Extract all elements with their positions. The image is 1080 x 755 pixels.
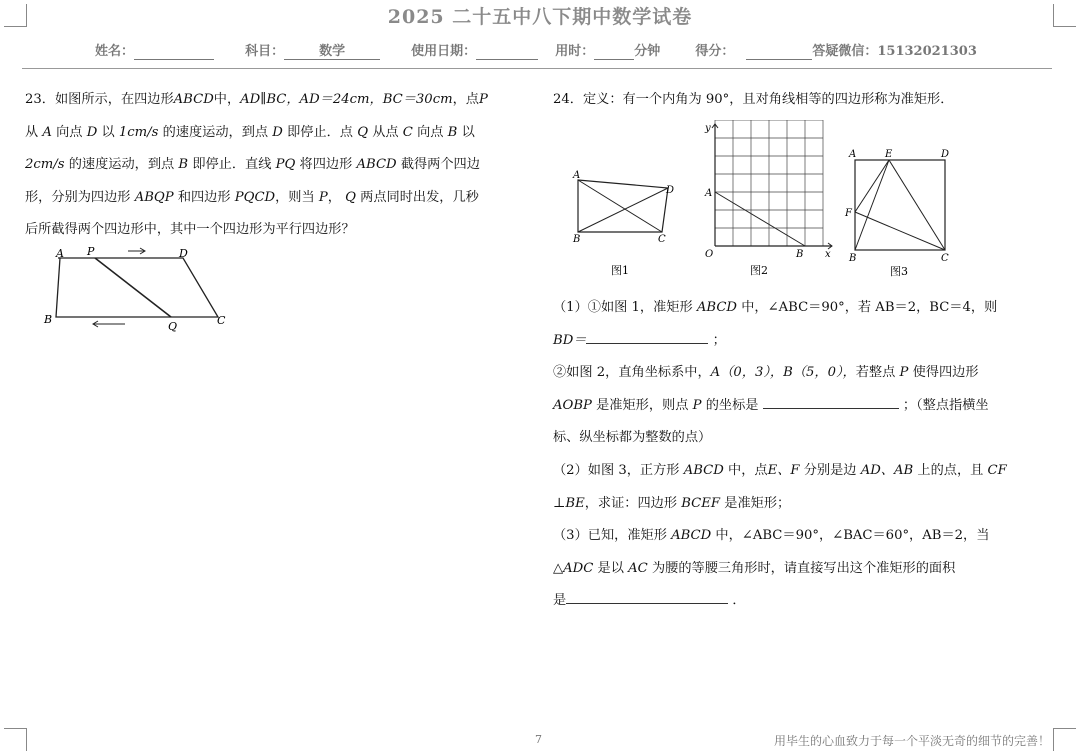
wechat-number: 15132021303 [877, 44, 977, 59]
answer-blank-p-coordinates[interactable] [763, 395, 899, 409]
question-24-definition [553, 84, 1058, 114]
q24-text: 中，∠ABC＝90°，∠BAC＝60°，AB＝2，当 [715, 528, 990, 544]
q24-part-1-2 [553, 357, 1058, 390]
q23-text: 以 [461, 124, 475, 140]
q24-text: 是 [553, 593, 567, 609]
q24-fig2-label-a: A [705, 188, 713, 199]
q24-text: 的坐标是 [705, 397, 759, 413]
q23-text: 两点同时出发，几秒 [360, 189, 479, 205]
q23-text: ，点 [452, 92, 479, 107]
q24-figure-2 [700, 120, 840, 280]
q24-part-2 [553, 455, 1058, 488]
q23-point-d: D [86, 124, 98, 140]
q24-quad-bcef: BCEF [681, 495, 721, 511]
q23-point-b: B [447, 124, 458, 140]
q24-fig3-label-c: C [941, 253, 949, 264]
subject-value: 数学 [284, 40, 380, 60]
q24-fig1-diagonal-bd [578, 188, 668, 232]
q23-point-p: P [318, 189, 328, 205]
exam-title: 2025 二十五中八下期中数学试卷 [387, 6, 693, 28]
q24-text: （3）已知，准矩形 [553, 528, 667, 544]
q23-point-b: B [178, 157, 189, 173]
q24-fig3-segment-ec [889, 160, 945, 250]
q23-text: 向点 [56, 124, 83, 140]
q24-text: 使得四边形 [912, 365, 979, 381]
q23-quad-abqp: ABQP [134, 189, 174, 205]
q24-fig3-caption: 图3 [890, 265, 908, 278]
q24-fig1-label-a: A [573, 170, 581, 181]
q24-fig3-label-d: D [941, 149, 950, 160]
crop-mark-bottom-right [1053, 728, 1076, 751]
q23-text: 以 [101, 124, 115, 140]
q24-text: 上的点，且 [917, 462, 984, 478]
q24-fig2-label-b: B [796, 249, 804, 260]
q23-fig-trapezoid-abcd [56, 258, 218, 317]
answer-blank-bd[interactable] [586, 329, 708, 343]
q23-point-a: A [42, 124, 52, 140]
q24-sides: AD、AB [860, 462, 914, 478]
wechat-label: 答疑微信： [812, 44, 878, 59]
q23-text: ， [327, 189, 341, 205]
q24-fig2-segment-ab [715, 192, 805, 246]
q23-text: 从 [25, 124, 39, 140]
q24-fig3-segment-fc [855, 212, 945, 250]
q24-text: 若整点 [855, 365, 896, 381]
footer-slogan: 用毕生的心血致力于每一个平淡无奇的细节的完善！ [773, 734, 1050, 748]
q24-fig1-label-b: B [573, 234, 581, 245]
q24-points-ef: E、F [767, 462, 800, 478]
question-24-parts [553, 292, 1058, 618]
exam-header-fields [95, 40, 1015, 60]
q23-fig-label-b: B [44, 313, 53, 326]
q23-fig-label-a: A [56, 247, 64, 260]
q23-point-d: D [272, 124, 283, 140]
q23-fig-label-p: P [87, 245, 95, 258]
q24-fig2-label-o: O [705, 249, 714, 260]
q24-point-p: P [692, 397, 702, 413]
q24-quad: ABCD [683, 462, 724, 478]
q23-text: ，则当 [275, 189, 315, 205]
q24-bd: BD＝ [553, 332, 587, 348]
q24-text: 是以 [597, 560, 624, 576]
q24-part-1-1 [553, 292, 1058, 325]
q24-quad-aobp: AOBP [553, 397, 592, 413]
q23-text: 向点 [417, 124, 444, 140]
q24-text: 中，点 [728, 462, 768, 478]
q24-part-1-1-answer [553, 325, 1058, 358]
q23-text: 即停止．直线 [192, 157, 272, 173]
q24-part-3-cont [553, 553, 1058, 586]
answer-blank-area[interactable] [566, 590, 728, 604]
q24-figure-3 [843, 145, 958, 280]
q23-line-3 [25, 149, 530, 182]
q24-triangle-adc: △ADC [553, 560, 594, 576]
date-blank [476, 44, 538, 60]
q23-quad: ABCD [173, 92, 214, 107]
q24-figure-1 [567, 168, 682, 280]
q23-number: 23． [25, 92, 55, 107]
q23-quad: ABCD [356, 157, 397, 173]
q24-fig1-caption: 图1 [611, 264, 629, 277]
q23-point-q: Q [357, 124, 369, 140]
name-label: 姓名： [95, 44, 135, 59]
q24-quad: ABCD [696, 300, 737, 315]
q24-segment-cf: CF [987, 462, 1007, 478]
header-divider [22, 68, 1052, 69]
q24-text: ； [712, 332, 726, 348]
q24-part-1-2-answer [553, 390, 1058, 423]
q23-text: 中， [213, 92, 241, 107]
time-label: 用时： [555, 44, 595, 59]
q24-fig1-diagonal-ac [578, 180, 662, 232]
q24-point-p: P [899, 365, 909, 381]
q23-speed-1: 1cm/s [118, 124, 159, 140]
q23-line-2 [25, 117, 530, 150]
time-unit: 分钟 [634, 44, 661, 59]
q24-fig3-square-abcd [855, 160, 945, 250]
q23-text: 即停止．点 [287, 124, 353, 140]
q24-fig3-label-e: E [885, 149, 893, 160]
page-number: 7 [535, 733, 542, 746]
q23-line-pq: PQ [275, 157, 296, 173]
q24-fig2-caption: 图2 [750, 264, 768, 277]
q23-text: 的速度运动，到点 [68, 157, 175, 173]
q23-line-5: 后所截得两个四边形中，其中一个四边形为平行四边形？ [25, 222, 355, 238]
q23-fig-label-c: C [217, 314, 226, 327]
q24-text: 分别是边 [803, 462, 857, 478]
score-label: 得分： [695, 44, 735, 59]
q24-part-1-2-note: 标、纵坐标都为整数的点） [553, 430, 712, 446]
q24-text: （1）①如图 1，准矩形 [553, 300, 693, 315]
q23-text: 截得两个四边 [400, 157, 480, 173]
q23-given: AD∥BC，AD＝24cm，BC＝30cm [240, 92, 453, 107]
q23-point-c: C [402, 124, 413, 140]
q24-text: 为腰的等腰三角形时，请直接写出这个准矩形的面积 [651, 560, 956, 576]
question-23 [25, 84, 530, 247]
date-label: 使用日期： [411, 44, 477, 59]
q24-text: ②如图 2，直角坐标系中， [553, 365, 711, 381]
q23-point-q: Q [345, 189, 356, 205]
q23-line-4 [25, 182, 530, 215]
q23-speed-2: 2cm/s [25, 157, 65, 173]
q23-text: 将四边形 [299, 157, 353, 173]
q24-segment-ac: AC [628, 560, 648, 576]
q23-figure-trapezoid [38, 244, 248, 336]
q24-text: 是准矩形，则点 [596, 397, 689, 413]
q23-text: 的速度运动，到点 [162, 124, 269, 140]
q23-text: 如图所示，在四边形 [54, 92, 174, 107]
subject-label: 科目： [245, 44, 285, 59]
q24-text: ；（整点指横坐 [902, 397, 989, 413]
q24-fig1-label-c: C [658, 234, 666, 245]
q24-quad: ABCD [671, 528, 712, 544]
q24-points-ab: A（0，3），B（5，0）， [710, 365, 856, 381]
q24-fig2-label-x: x [825, 249, 831, 260]
q23-fig-label-d: D [179, 247, 188, 260]
q24-fig3-label-b: B [849, 253, 857, 264]
q24-fig2-label-y: y [705, 123, 711, 134]
q24-definition: 定义：有一个内角为 90°，且对角线相等的四边形称为准矩形． [582, 92, 954, 107]
q24-text: （2）如图 3，正方形 [553, 462, 680, 478]
q24-fig1-label-d: D [666, 185, 675, 196]
q23-line-1 [25, 84, 530, 117]
q23-quad-pqcd: PQCD [234, 189, 276, 205]
q24-number: 24． [553, 92, 583, 107]
q24-text: 中，∠ABC＝90°，若 AB＝2，BC＝4，则 [741, 300, 998, 315]
q24-part-2-cont [553, 488, 1058, 521]
q24-fig2-grid [715, 120, 823, 246]
q24-part-3-answer [553, 585, 1058, 618]
q23-fig-segment-pq [95, 258, 171, 317]
q24-perp-be: ⊥BE [553, 495, 585, 511]
q23-text: 和四边形 [177, 189, 231, 205]
q23-fig-label-q: Q [168, 320, 178, 333]
q23-text: 形，分别为四边形 [25, 189, 131, 205]
q24-text: 是准矩形； [724, 495, 791, 511]
q24-text: ． [732, 593, 746, 609]
q24-fig3-label-a: A [849, 149, 857, 160]
name-blank [134, 44, 214, 60]
q23-text: 从点 [372, 124, 399, 140]
crop-mark-bottom-left [4, 728, 27, 751]
score-blank [746, 44, 812, 60]
time-blank [594, 44, 634, 60]
q23-point-p: P [478, 92, 488, 107]
q24-fig3-label-f: F [845, 208, 852, 219]
q24-text: ，求证：四边形 [584, 495, 678, 511]
q24-part-3 [553, 520, 1058, 553]
